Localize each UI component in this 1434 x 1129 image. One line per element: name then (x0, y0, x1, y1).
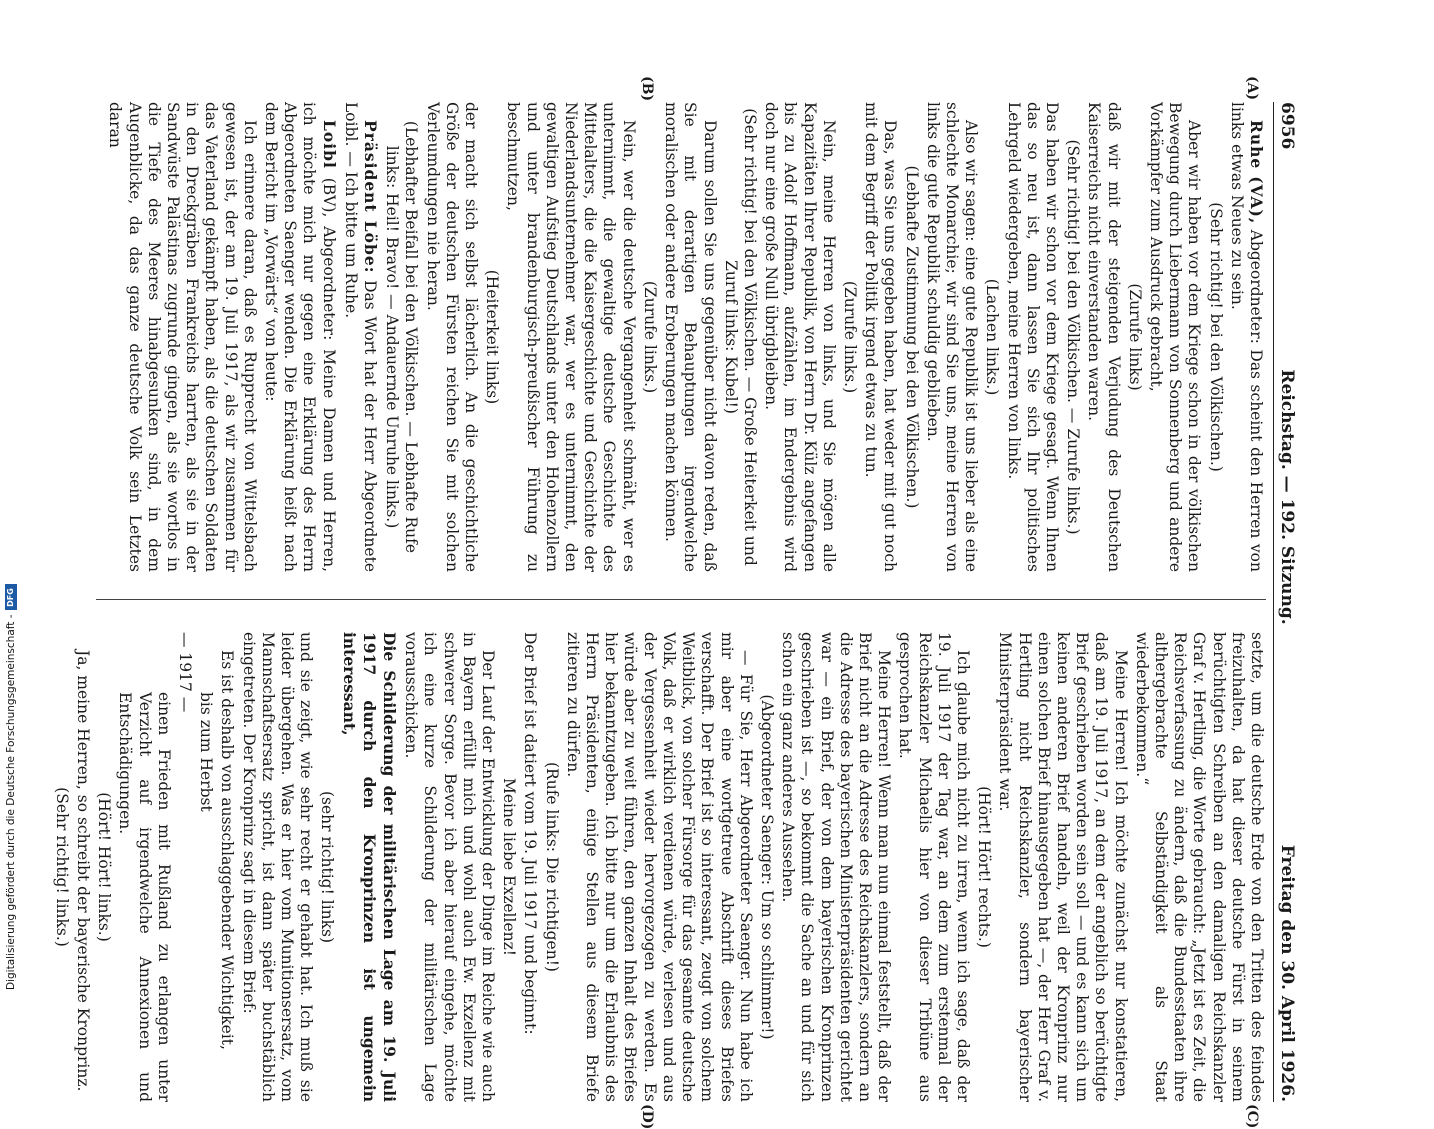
left-column (103, 102, 1266, 572)
paragraph (995, 632, 1129, 1102)
paragraph-text: einen Frieden mit Rußland zu erlangen unter Verzicht auf irgendwelche Annexionen und Entschädigungen. (116, 692, 173, 1102)
page-header (1273, 102, 1300, 1102)
paragraph-text: Darum sollen Sie uns gegenüber nicht davon reden, daß Sie mit derartigen Behauptungen irgendwelche moralischen oder andere Eroberungen machen können. (662, 102, 719, 572)
paragraph (401, 632, 497, 1102)
marker-a: (A) (1244, 76, 1260, 101)
interjection (982, 102, 1001, 572)
page-number: 6956 (1277, 102, 1297, 150)
right-column (50, 632, 1266, 1102)
paragraph-text: — 1917 — (176, 632, 195, 713)
paragraph (923, 102, 981, 572)
paragraph (520, 632, 539, 1102)
paragraph-text: und sie zeigt, wie sehr recht er gehabt hat. Ich muß sie leider übergehen. Was er hier vom Munitionsersatz, vom Mannschaftsersatz spricht, ist dann später buchstäblich eingetreten. Der Kronprinz sagt in diesem Brief: (239, 632, 316, 1102)
paragraph (861, 102, 899, 572)
paragraph (1003, 102, 1061, 572)
paragraph-text: Das haben wir schon vor dem Kriege gesagt. Wenn Ihnen das so neu ist, dann lassen Sie sich Ihr politisches Lehrgeld wiedergeben, meine Herren von links. (1004, 102, 1061, 572)
paragraph-text: — Für Sie, Herr Abgeordneter Saenger. Nun habe ich mir aber eine wortgetreue Abschrift dieses Briefes verschafft. Der Brief ist so interessant, zeugt von solchem Weitblick, von solcher Fürsorge für das gesamte deutsche Volk, daß er wirklich verdienen würde, verlesen und aus der Vergessenheit wieder hervorgezogen zu werden. Es würde aber zu weit führen, den ganzen Inhalt des Briefes hier bekanntzugeben. Ich bitte nur um die Erlaubnis des Herrn Präsidenten, einige Stellen aus diesem Briefe zitieren zu dürfen. (563, 632, 755, 1102)
interjection (1125, 102, 1144, 572)
speaker-name: Ruhe (VA), (1247, 120, 1266, 225)
paragraph-text: (sehr richtig! links) (318, 790, 337, 944)
paragraph-text: (Heiterkeit links) (483, 269, 502, 405)
header-date: Freitag den 30. April 1926. (1277, 844, 1297, 1102)
paragraph (217, 632, 236, 1102)
paragraph (1084, 102, 1122, 572)
paragraph-text: Ja, meine Herren, so schreibt der bayerische Kronprinz. (74, 650, 93, 1092)
paragraph (661, 102, 719, 572)
paragraph-text: bis zum Herbst (197, 692, 216, 812)
rotated-page (0, 76, 1300, 1129)
paragraph (105, 102, 259, 572)
paragraph-text: (Hört! Hört! rechts.) (975, 786, 994, 948)
paragraph (761, 102, 838, 572)
interjection (640, 102, 659, 572)
page-content (52, 76, 1300, 1129)
paragraph (895, 632, 972, 1102)
paragraph-text: Abgeordneter: Das scheint den Herren von links etwas Neues zu sein. (1227, 102, 1265, 572)
paragraph-text: Der Brief ist datiert vom 19. Juli 1917 und beginnt: (521, 632, 540, 1035)
paragraph (1146, 102, 1204, 572)
paragraph-text: (Sehr richtig! bei den Völkischen. — Große Heiterkeit und Zuruf links: Kubel!) (721, 108, 759, 566)
paragraph (73, 632, 92, 1102)
interjection (52, 632, 71, 1102)
paragraph-text: (Lebhafter Beifall bei den Völkischen. — Lebhafte Rufe links: Heil! Bravo! — Andauernde Unruhe links.) (383, 120, 421, 554)
paragraph (196, 632, 215, 1102)
interjection (901, 102, 920, 572)
marker-b: (B) (639, 76, 655, 102)
paragraph-text: Meine Herren! Wenn man nun einmal feststellt, daß der Brief nicht an die Adresse des Reichskanzlers, sondern an die Adresse des bayerischen Ministerpräsidenten gerichtet war — ein Brief, der von dem bayerischen Kronprinzen geschrieben ist —, so bekommt die Sache an und für sich schon ein ganz anderes Aussehen. (779, 632, 894, 1102)
paragraph-text: Es ist deshalb von ausschlaggebender Wichtigkeit, (218, 650, 237, 1050)
paragraph (563, 632, 755, 1102)
marker-d: (D) (639, 1104, 655, 1129)
paragraph-text: (Abgeordneter Saenger: Um so schlimmer!) (757, 694, 776, 1040)
interjection (1063, 102, 1082, 572)
interjection (1205, 102, 1224, 572)
paragraph-text: Nein, meine Herren von links, und Sie mögen alle Kapazitäten Ihrer Republik, von Herrn Dr. Külz angefangen bis zu Adolf Hoffmann, aufzählen, im Endergebnis wird doch nur eine große Null übrigbleiben. (762, 102, 838, 572)
paragraph-text: Nein, wer die deutsche Vergangenheit schmäht, wer es unternimmt, die gewaltige deutsche Geschichte des Mittelalters, die die Kaisergeschichte und Geschichte der Niederlandsunternehmer war, wer es unternimmt, den gewaltigen Aufstieg Deutschlands unter den Hohenzollern und unter brandenburgisch-preußischer Führung zu beschmutzen, (504, 102, 638, 572)
bold-text: Die Schilderung der militärischen Lage am 19. Juli 1917 durch den Kronprinzen ist ungemein interessant, (339, 632, 400, 1102)
interjection (757, 632, 776, 1102)
paragraph (1132, 632, 1266, 1102)
interjection (317, 632, 336, 1102)
paragraph-text: (Zurufe links.) (640, 280, 659, 394)
paragraph (503, 102, 637, 572)
paragraph-text: (Hört! Hört! links.) (95, 792, 114, 942)
speaker-name: Loibl (319, 120, 339, 169)
paragraph-text: daß wir mit der steigenden Verjudung des Deutschen Kaiserreichs nicht einverstanden waren. (1085, 102, 1123, 572)
paragraph (422, 102, 480, 572)
paragraph (115, 632, 173, 1102)
paragraph-text: setzte, um die deutsche Erde von den Tritten des feindes freizuhalten, da hat dieser deutsche Fürst in seinem berüchtigten Schreiben an den damaligen Reichskanzler Graf v. Hertling, die Worte gebraucht: „Jetzt ist es Zeit, die Reichsverfassung zu ändern, daß die Bundesstaaten ihre althergebrachte Selbständigkeit als Staat wiederbekommen.“ (1132, 632, 1266, 1102)
paragraph-text: (Lachen links.) (983, 278, 1002, 396)
paragraph-text: (BV), Abgeordneter: Meine Damen und Herren, ich möchte mich nur gegen eine Erklärung des Herrn Abgeordneten Saenger wenden. Die Erklärung heißt nach dem Bericht im „Vorwärts“ von heute: (262, 102, 338, 572)
interjection (482, 102, 501, 572)
paragraph-text: (Sehr richtig! bei den Völkischen.) (1206, 202, 1225, 472)
paragraph-text: Ich erinnere daran, daß es Rupprecht von Wittelsbach gewesen ist, der am 19. Juli 1917, als wir zusammen für das Vaterland gekämpft haben, als die deutschen Soldaten in den Dreckgräben Frankreichs harrten, als sie in der Sandwüste Palästinas zugrunde gingen, als sie wortlos in die Tiefe des Meeres hinabgesunken sind, in dem Augenblicke, da das ganze deutsche Volk sein Letztes daran (106, 102, 259, 572)
interjection (382, 102, 420, 572)
paragraph (341, 102, 380, 572)
paragraph-text: Also wir sagen: eine gute Republik ist uns lieber als eine schlechte Monarchie; wir sind Sie uns, meine Herren von links die gute Republik schuldig geblieben. (923, 102, 981, 572)
paragraph (238, 632, 315, 1102)
interjection (94, 632, 113, 1102)
paragraph-text: (Zurufe links.) (840, 280, 859, 394)
paragraph (1227, 102, 1266, 572)
dfg-logo: DFG (5, 584, 17, 610)
interjection (499, 632, 518, 1102)
column-divider (96, 599, 1266, 600)
paragraph-text: (Sehr richtig! bei den Völkischen. — Zurufe links.) (1064, 139, 1083, 535)
interjection (541, 632, 560, 1102)
header-title: Reichstag. — 192. Sitzung. (1277, 369, 1297, 625)
paragraph (778, 632, 893, 1102)
paragraph-text: Ich glaube mich nicht zu irren, wenn ich sage, daß der 19. Juli 1917 der Tag war, an dem zum erstenmal der Reichskanzler Michaelis hier von dieser Tribüne aus gesprochen hat. (896, 632, 972, 1102)
paragraph-text: Das, was Sie uns gegeben haben, hat weder mit gut noch mit dem Begriff der Politik irgend etwas zu tun. (862, 102, 900, 572)
interjection (974, 632, 993, 1102)
paragraph-text: Das Wort hat der Herr Abgeordnete Loibl. — Ich bitte um Ruhe. (341, 102, 380, 572)
credit-text: Digitalisierung gefördert durch die Deutsche Forschungsgemeinschaft - (5, 614, 17, 990)
digitization-credit (4, 10, 18, 990)
paragraph-text: Aber wir haben vor dem Kriege schon in der völkischen Bewegung durch Liebermann von Sonnenberg und andere Vorkämpfer zum Ausdruck gebracht, (1146, 102, 1204, 572)
paragraph-text: der macht sich selbst lächerlich. An die geschichtliche Größe der deutschen Fürsten reichen Sie mit solchen Verleumdungen nie heran. (423, 102, 481, 572)
marker-c: (C) (1244, 1104, 1260, 1129)
paragraph-text: Der Lauf der Entwicklung der Dinge im Reiche wie auch in Bayern erfüllt mich und wohl auch Ew. Exzellenz mit schwerer Sorge. Bevor ich aber hierauf eingehe, möchte ich eine kurze Schilderung der militärischen Lage vorausschicken. (402, 632, 498, 1102)
paragraph (175, 632, 194, 1102)
paragraph-text: Meine Herren! Ich möchte zunächst nur konstatieren, daß am 19. Juli 1917, an dem der angeblich so berüchtigte Brief geschrieben worden sein soll — und es kann sich um keinen anderen Brief handeln, weil der Kronprinz nur einen solchen Brief hinausgegeben hat —, der Herr Graf v. Hertling nicht Reichskanzler, sondern bayerischer Ministerpräsident war. (996, 632, 1130, 1102)
paragraph-text: (Lebhafte Zustimmung bei den Völkischen.) (902, 165, 921, 509)
interjection (721, 102, 759, 572)
paragraph-text: (Zurufe links) (1125, 283, 1144, 391)
paragraph-text: (Sehr richtig! links.) (52, 787, 71, 947)
speaker-name: Präsident Löbe: (361, 120, 381, 274)
bold-paragraph (338, 632, 399, 1102)
paragraph-text: Meine liebe Exzellenz! (500, 777, 519, 957)
interjection (840, 102, 859, 572)
paragraph-text: (Rufe links: Die richtigen!) (542, 762, 561, 972)
paragraph (261, 102, 339, 572)
